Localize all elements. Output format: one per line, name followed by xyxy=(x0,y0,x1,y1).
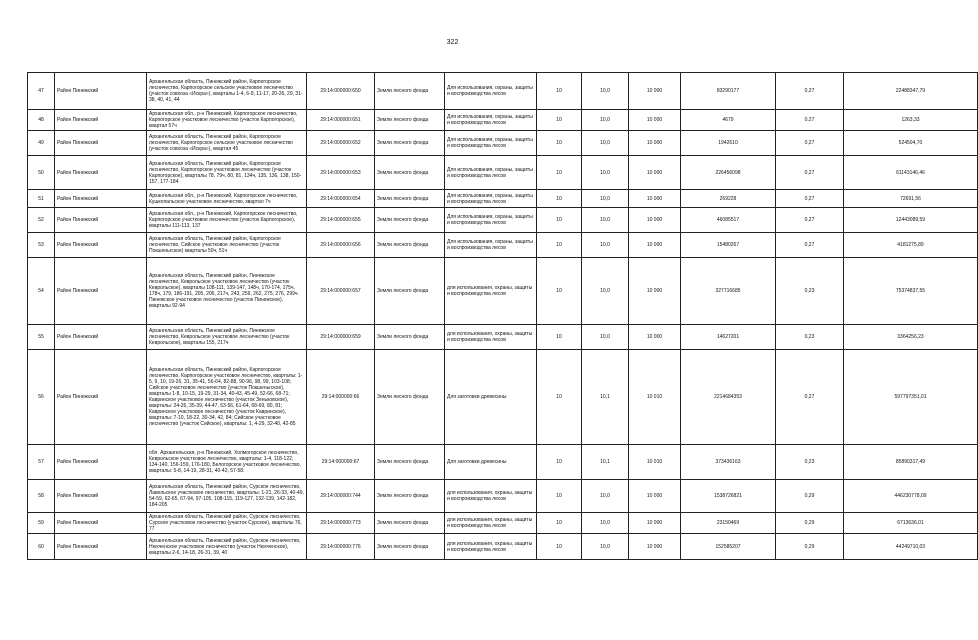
rate-cell: 10,0 xyxy=(582,233,629,258)
table-row xyxy=(28,480,978,513)
area-cell: 4679 xyxy=(681,110,776,131)
amount-cell: 44249710,03 xyxy=(844,534,978,560)
ratio-cell: 0,27 xyxy=(776,350,844,445)
row-number: 50 xyxy=(28,156,55,190)
cadastral-number-cell: 29:14:000000:776 xyxy=(307,534,375,560)
purpose-cell: Для заготовки древесины xyxy=(445,350,537,445)
district-cell: Район Пинежский xyxy=(55,258,147,325)
table-row xyxy=(28,325,978,350)
location-cell: Архангельская обл., р-н Пинежский, Карпогорское лесничество, Карпогорское участковое лесничество (участок Карпогорское), кварталы 111-113, 137 xyxy=(147,208,307,233)
district-cell: Район Пинежский xyxy=(55,156,147,190)
term-cell: 10 xyxy=(537,445,582,480)
land-category-cell: Земли лесного фонда xyxy=(375,110,445,131)
table-row xyxy=(28,156,978,190)
purpose-cell: Для использования, охраны, защиты и воспроизводства лесов xyxy=(445,190,537,208)
purpose-cell: Для использования, охраны, защиты и воспроизводства лесов xyxy=(445,131,537,156)
amount-cell: 446230778,09 xyxy=(844,480,978,513)
purpose-cell: Для использования, охраны, защиты и воспроизводства лесов xyxy=(445,156,537,190)
ratio-cell: 0,27 xyxy=(776,233,844,258)
cadastral-number-cell: 29:14:000000:654 xyxy=(307,190,375,208)
term-cell: 10 xyxy=(537,156,582,190)
location-cell: Архангельская область, Пинежский район, Карпогорское лесничество, Сийское участковое лесничество (участок Покшеньгское) кварталы 50ч, 51ч xyxy=(147,233,307,258)
cadastral-number-cell: 29:14:000000:652 xyxy=(307,131,375,156)
area-cell: 46085517 xyxy=(681,208,776,233)
row-number: 58 xyxy=(28,480,55,513)
cadastral-number-cell: 29:14:000000:66 xyxy=(307,350,375,445)
area-cell: 327716685 xyxy=(681,258,776,325)
rate-cell: 10,0 xyxy=(582,480,629,513)
table-body xyxy=(28,73,978,560)
row-number: 52 xyxy=(28,208,55,233)
district-cell: Район Пинежский xyxy=(55,73,147,110)
coefficient-cell: 10 000 xyxy=(629,233,681,258)
cadastral-number-cell: 29:14:000000:744 xyxy=(307,480,375,513)
table-row xyxy=(28,513,978,534)
table-row xyxy=(28,190,978,208)
term-cell: 10 xyxy=(537,258,582,325)
purpose-cell: Для использования, охраны, защиты и воспроизводства лесов xyxy=(445,73,537,110)
purpose-cell: Для использования, охраны, защиты и воспроизводства лесов xyxy=(445,208,537,233)
amount-cell: 75374837,55 xyxy=(844,258,978,325)
rate-cell: 10,0 xyxy=(582,258,629,325)
row-number: 55 xyxy=(28,325,55,350)
location-cell: Архангельская область, Пинежский район, Карпогорское лесничество, Карпогорское участковое лесничество, кварталы: 1-5, 9, 10, 19-26, 31, 35-41, 56-64, 82-88, 90-96, 98, 99, 103-108; Сийское участковое лесничество (участок Покшеньгское), кварталы 1-8, 10-15, 19-29, 31-34, 40-43, 45-49, 52-66, 68-71; Кавринское участковое лесничество (участок Зеньковское), кварталы: 24-26, 35-39, 44-47, 53-56, 61-64, 68-69, 80, 81; Кавринское участковое лесничество (участок Кавринское), кварталы: 7-10, 18-22, 30-34, 42, 84; Сийское участковое лесничество (участок Сийское), кварталы: 1, 4-29, 32-40, 42-85 xyxy=(147,350,307,445)
location-cell: Архангельская область, Пинежский район, Сурское лесничество, Сурское участковое лесничество (участок Сурское), кварталы 76, 77 xyxy=(147,513,307,534)
land-category-cell: Земли лесного фонда xyxy=(375,208,445,233)
coefficient-cell: 10 000 xyxy=(629,258,681,325)
district-cell: Район Пинежский xyxy=(55,190,147,208)
area-cell: 269228 xyxy=(681,190,776,208)
cadastral-number-cell: 29:14:000000:659 xyxy=(307,325,375,350)
area-cell: 226456098 xyxy=(681,156,776,190)
rate-cell: 10,0 xyxy=(582,534,629,560)
land-category-cell: Земли лесного фонда xyxy=(375,350,445,445)
coefficient-cell: 10 000 xyxy=(629,131,681,156)
location-cell: Архангельская область, Пинежский район, Пинежское лесничество, Кеврольское участковое лесничество (участок Кеврольское), кварталы 108-111, 139-147, 148ч, 170-174, 175ч, 178ч, 179, 186-191, 205, 206, 217ч, 243, 259, 262, 275, 276, 299ч. Пинежское участковое лесничество (участок Пинежское), кварталы 92-94 xyxy=(147,258,307,325)
term-cell: 10 xyxy=(537,513,582,534)
ratio-cell: 0,27 xyxy=(776,131,844,156)
district-cell: Район Пинежский xyxy=(55,534,147,560)
location-cell: Архангельская область, Пинежский район, Сурское лесничество, Лавельское участковое лесничество, кварталы: 1-21, 26-33, 40-49, 54-59, 62-65, 67-94, 97-105, 108-115, 119-127, 132-139, 142-182, 184-205 xyxy=(147,480,307,513)
ratio-cell: 0,29 xyxy=(776,480,844,513)
row-number: 56 xyxy=(28,350,55,445)
coefficient-cell: 10 000 xyxy=(629,534,681,560)
term-cell: 10 xyxy=(537,73,582,110)
location-cell: Архангельская область, Пинежский район, Карпогорское лесничество, Карпогорское сельское участковое лесничество (участок совхоза «Искра»), квартал 45 xyxy=(147,131,307,156)
cadastral-number-cell: 29:14:000000:651 xyxy=(307,110,375,131)
table-row xyxy=(28,534,978,560)
land-category-cell: Земли лесного фонда xyxy=(375,156,445,190)
row-number: 53 xyxy=(28,233,55,258)
rate-cell: 10,0 xyxy=(582,208,629,233)
coefficient-cell: 10 010 xyxy=(629,445,681,480)
location-cell: Архангельская область, Пинежский район, Карпогорское лесничество, Карпогорское участковое лесничество (участок Карпогорское), кварталы 78, 79ч, 80, 81, 134ч, 135, 136, 138, 150-157, 177-184 xyxy=(147,156,307,190)
district-cell: Район Пинежский xyxy=(55,445,147,480)
district-cell: Район Пинежский xyxy=(55,131,147,156)
cadastral-number-cell: 29:14:000000:655 xyxy=(307,208,375,233)
district-cell: Район Пинежский xyxy=(55,233,147,258)
rate-cell: 10,1 xyxy=(582,350,629,445)
area-cell: 15480267 xyxy=(681,233,776,258)
rate-cell: 10,1 xyxy=(582,445,629,480)
ratio-cell: 0,23 xyxy=(776,325,844,350)
purpose-cell: Для заготовки древесины xyxy=(445,445,537,480)
purpose-cell: Для использования, охраны, защиты и воспроизводства лесов xyxy=(445,110,537,131)
table-row xyxy=(28,350,978,445)
page-number: 322 xyxy=(446,39,459,46)
amount-cell: 72691,56 xyxy=(844,190,978,208)
amount-cell: 1263,33 xyxy=(844,110,978,131)
purpose-cell: для использования, охраны, защиты и воспроизводства лесов xyxy=(445,480,537,513)
coefficient-cell: 10 010 xyxy=(629,350,681,445)
cadastral-number-cell: 29:14:000000:773 xyxy=(307,513,375,534)
district-cell: Район Пинежский xyxy=(55,208,147,233)
district-cell: Район Пинежский xyxy=(55,350,147,445)
term-cell: 10 xyxy=(537,208,582,233)
row-number: 60 xyxy=(28,534,55,560)
row-number: 59 xyxy=(28,513,55,534)
area-cell: 14627201 xyxy=(681,325,776,350)
amount-cell: 4181275,89 xyxy=(844,233,978,258)
term-cell: 10 xyxy=(537,110,582,131)
coefficient-cell: 10 000 xyxy=(629,325,681,350)
ratio-cell: 0,27 xyxy=(776,156,844,190)
table-row xyxy=(28,258,978,325)
coefficient-cell: 10 000 xyxy=(629,156,681,190)
row-number: 49 xyxy=(28,131,55,156)
district-cell: Район Пинежский xyxy=(55,110,147,131)
area-cell: 83290177 xyxy=(681,73,776,110)
coefficient-cell: 10 000 xyxy=(629,73,681,110)
row-number: 57 xyxy=(28,445,55,480)
land-category-cell: Земли лесного фонда xyxy=(375,445,445,480)
district-cell: Район Пинежский xyxy=(55,325,147,350)
cadastral-number-cell: 29:14:000000:657 xyxy=(307,258,375,325)
coefficient-cell: 10 000 xyxy=(629,480,681,513)
area-cell: 1942610 xyxy=(681,131,776,156)
area-cell: 2214684353 xyxy=(681,350,776,445)
land-category-cell: Земли лесного фонда xyxy=(375,190,445,208)
location-cell: Архангельская обл., р-н Пинежский, Карпогорское лесничество, Кушкопальское участковое лесничество, квартал 7ч xyxy=(147,190,307,208)
term-cell: 10 xyxy=(537,233,582,258)
amount-cell: 85890317,49 xyxy=(844,445,978,480)
row-number: 51 xyxy=(28,190,55,208)
purpose-cell: для использования, охраны, защиты и воспроизводства лесов xyxy=(445,258,537,325)
land-category-cell: Земли лесного фонда xyxy=(375,534,445,560)
ratio-cell: 0,27 xyxy=(776,73,844,110)
amount-cell: 61143146,46 xyxy=(844,156,978,190)
location-cell: Архангельская область, Пинежский район, Карпогорское лесничество, Карпогорское сельское участковое лесничество (участок совхоза «Искра»), кварталы 1-4, 6-9, 11-17, 20-26, 29, 31-38, 40, 41, 44 xyxy=(147,73,307,110)
term-cell: 10 xyxy=(537,190,582,208)
amount-cell: 3364256,23 xyxy=(844,325,978,350)
row-number: 48 xyxy=(28,110,55,131)
purpose-cell: для использования, охраны, защиты и воспроизводства лесов xyxy=(445,325,537,350)
land-category-cell: Земли лесного фонда xyxy=(375,513,445,534)
term-cell: 10 xyxy=(537,131,582,156)
coefficient-cell: 10 000 xyxy=(629,513,681,534)
table-row xyxy=(28,131,978,156)
term-cell: 10 xyxy=(537,350,582,445)
area-cell: 1538726821 xyxy=(681,480,776,513)
land-plots-table xyxy=(27,72,978,560)
coefficient-cell: 10 000 xyxy=(629,190,681,208)
land-category-cell: Земли лесного фонда xyxy=(375,233,445,258)
land-category-cell: Земли лесного фонда xyxy=(375,480,445,513)
amount-cell: 597797351,01 xyxy=(844,350,978,445)
location-cell: Архангельская область, Пинежский район, Пинежское лесничество, Кеврольское участковое лесничество (участок Кеврольское), кварталы 155, 217ч xyxy=(147,325,307,350)
area-cell: 152585207 xyxy=(681,534,776,560)
amount-cell: 524504,70 xyxy=(844,131,978,156)
land-category-cell: Земли лесного фонда xyxy=(375,258,445,325)
area-cell: 373436163 xyxy=(681,445,776,480)
amount-cell: 6713636,01 xyxy=(844,513,978,534)
rate-cell: 10,0 xyxy=(582,110,629,131)
location-cell: Архангельская область, Пинежский район, Сурское лесничество, Нюхченское участковое лесничество (участок Нюхченское), кварталы 2-6, 14-18, 26-31, 39, 40 xyxy=(147,534,307,560)
cadastral-number-cell: 29:14:000000:650 xyxy=(307,73,375,110)
purpose-cell: для использования, охраны, защиты и воспроизводства лесов xyxy=(445,534,537,560)
rate-cell: 10,0 xyxy=(582,156,629,190)
rate-cell: 10,0 xyxy=(582,513,629,534)
coefficient-cell: 10 000 xyxy=(629,208,681,233)
land-category-cell: Земли лесного фонда xyxy=(375,325,445,350)
ratio-cell: 0,27 xyxy=(776,110,844,131)
table-row xyxy=(28,233,978,258)
ratio-cell: 0,23 xyxy=(776,445,844,480)
cadastral-number-cell: 29:14:000000:656 xyxy=(307,233,375,258)
location-cell: обл. Архангельская, р-н Пинежский, Холмогорское лесничество, Кеврольское участковое лесничество, кварталы: 1-4, 118-122, 134-140, 156-159, 176-180, Белогорское участковое лесничество, кварталы: 5-8, 14-19, 28-31, 40-42, 57-58. xyxy=(147,445,307,480)
location-cell: Архангельская обл., р-н Пинежский, Карпогорское лесничество, Карпогорское участковое лесничество (участок Карпогорское), квартал 57ч xyxy=(147,110,307,131)
land-category-cell: Земли лесного фонда xyxy=(375,131,445,156)
amount-cell: 22488347,79 xyxy=(844,73,978,110)
ratio-cell: 0,27 xyxy=(776,208,844,233)
row-number: 54 xyxy=(28,258,55,325)
term-cell: 10 xyxy=(537,325,582,350)
district-cell: Район Пинежский xyxy=(55,513,147,534)
rate-cell: 10,0 xyxy=(582,190,629,208)
cadastral-number-cell: 29:14:000000:653 xyxy=(307,156,375,190)
ratio-cell: 0,23 xyxy=(776,258,844,325)
purpose-cell: Для использования, охраны, защиты и воспроизводства лесов xyxy=(445,233,537,258)
term-cell: 10 xyxy=(537,534,582,560)
term-cell: 10 xyxy=(537,480,582,513)
table-row xyxy=(28,110,978,131)
coefficient-cell: 10 000 xyxy=(629,110,681,131)
area-cell: 23150469 xyxy=(681,513,776,534)
rate-cell: 10,0 xyxy=(582,325,629,350)
land-category-cell: Земли лесного фонда xyxy=(375,73,445,110)
ratio-cell: 0,29 xyxy=(776,534,844,560)
ratio-cell: 0,27 xyxy=(776,190,844,208)
purpose-cell: для использования, охраны, защиты и воспроизводства лесов xyxy=(445,513,537,534)
amount-cell: 12443089,59 xyxy=(844,208,978,233)
rate-cell: 10,0 xyxy=(582,73,629,110)
table-row xyxy=(28,445,978,480)
row-number: 47 xyxy=(28,73,55,110)
table-row xyxy=(28,208,978,233)
cadastral-number-cell: 29:14:000000:67 xyxy=(307,445,375,480)
district-cell: Район Пинежский xyxy=(55,480,147,513)
table-row xyxy=(28,73,978,110)
ratio-cell: 0,29 xyxy=(776,513,844,534)
rate-cell: 10,0 xyxy=(582,131,629,156)
